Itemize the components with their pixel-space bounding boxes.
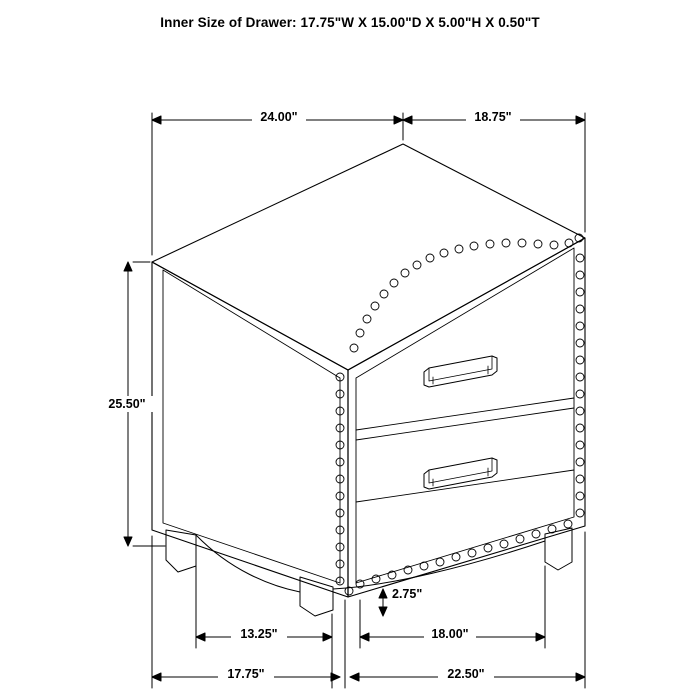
dim-bottom-outer-left-label: 17.75" [227, 667, 265, 681]
dim-height-label: 25.50" [108, 397, 146, 411]
dim-bottom-inner-right-label: 18.00" [431, 627, 469, 641]
cabinet-legs [166, 528, 572, 616]
dim-leg-height-label: 2.75" [392, 587, 423, 601]
page-title: Inner Size of Drawer: 17.75"W X 15.00"D X 5.00"H X 0.50"T [160, 15, 540, 30]
cabinet-top [152, 144, 585, 370]
dim-bottom-outer-right-label: 22.50" [447, 667, 485, 681]
dimension-labels [99, 109, 520, 682]
dim-bottom-inner-left-label: 13.25" [240, 627, 278, 641]
cabinet-front-face [152, 262, 348, 597]
cabinet-side-face [348, 238, 585, 597]
drawer-handle-top [424, 356, 497, 387]
drawer-handle-bottom [424, 458, 497, 489]
dimension-lines [124, 113, 585, 688]
dim-top-right-label: 18.75" [474, 110, 512, 124]
dim-top-left-label: 24.00" [260, 110, 298, 124]
